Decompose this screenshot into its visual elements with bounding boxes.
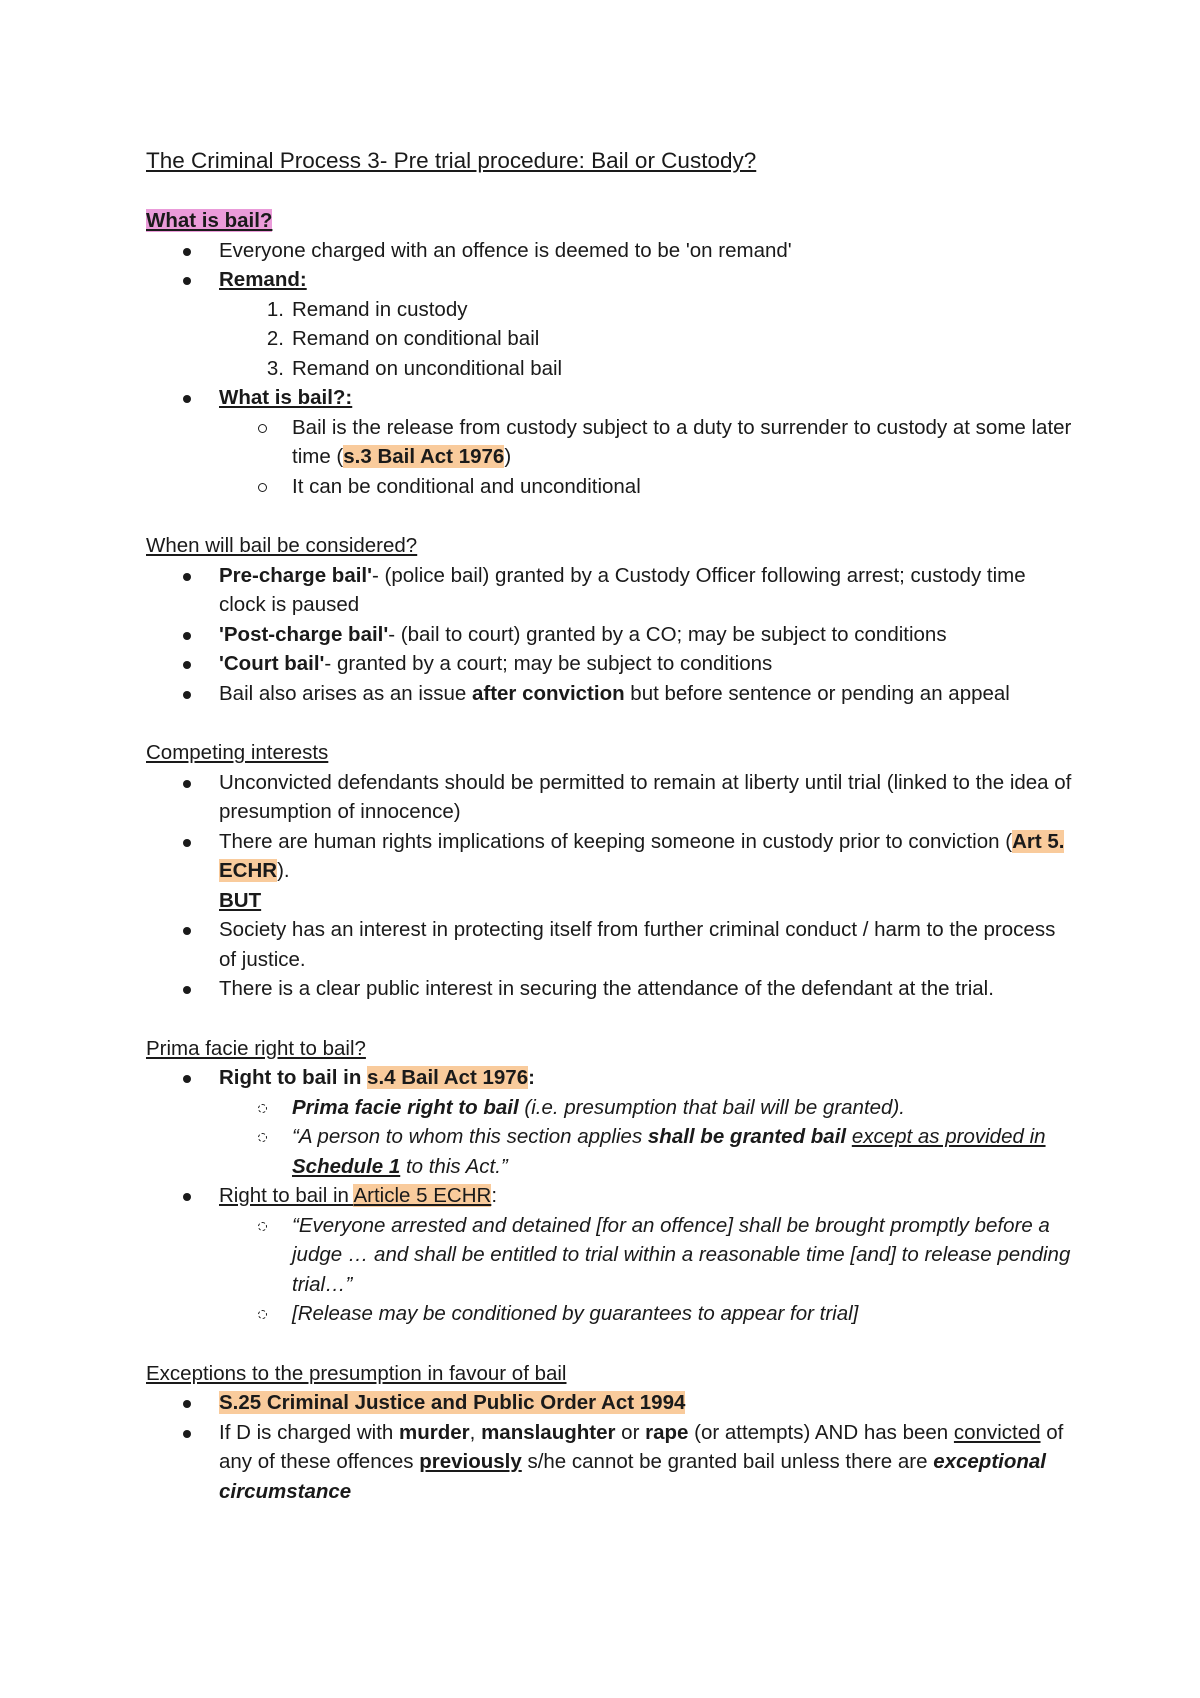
hollow-bullet-icon [258, 424, 267, 433]
list-item: There are human rights implications of keeping someone in custody prior to conviction (Art 5. ECHR). [146, 827, 1076, 886]
but-label: BUT [219, 888, 262, 912]
dashed-bullet-icon [258, 1104, 267, 1113]
list-item: Unconvicted defendants should be permitted to remain at liberty until trial (linked to the idea of presumption of innocence) [146, 768, 1076, 827]
bullet-icon [183, 986, 191, 994]
list-item: If D is charged with murder, manslaughter or rape (or attempts) AND has been convicted of any of these offences previously s/he cannot be granted bail unless there are exceptional circumstance [146, 1418, 1076, 1507]
bullet-icon [183, 691, 191, 699]
list-item: What is bail?: [146, 383, 1076, 413]
list-item: 'Post-charge bail'- (bail to court) granted by a CO; may be subject to conditions [146, 620, 1076, 650]
bullet-icon [183, 839, 191, 847]
list-item: Remand: [146, 265, 1076, 295]
bullet-icon [183, 780, 191, 788]
list-item: “A person to whom this section applies shall be granted bail except as provided in Schedule 1 to this Act.” [146, 1122, 1076, 1181]
bullet-list [146, 1388, 1076, 1506]
list-item: S.25 Criminal Justice and Public Order Act 1994 [146, 1388, 1076, 1418]
list-item: Bail also arises as an issue after conviction but before sentence or pending an appeal [146, 679, 1076, 709]
bullet-icon [183, 632, 191, 640]
bullet-list [146, 383, 1076, 501]
bullet-list [146, 561, 1076, 709]
bullet-icon [183, 395, 191, 403]
section-heading-exceptions: Exceptions to the presumption in favour of bail [146, 1361, 567, 1385]
bullet-list [146, 236, 1076, 295]
bullet-icon [183, 1193, 191, 1201]
list-item: Right to bail in s.4 Bail Act 1976: [146, 1063, 1076, 1093]
list-item: Pre-charge bail'- (police bail) granted by a Custody Officer following arrest; custody time clock is paused [146, 561, 1076, 620]
list-item: There is a clear public interest in securing the attendance of the defendant at the trial. [146, 974, 1076, 1004]
list-item: 1. Remand in custody [266, 297, 468, 321]
bullet-icon [183, 927, 191, 935]
list-item: It can be conditional and unconditional [146, 472, 1076, 502]
bullet-icon [183, 573, 191, 581]
bullet-icon [183, 1400, 191, 1408]
list-item: “Everyone arrested and detained [for an offence] shall be brought promptly before a judge … and shall be entitled to trial within a reasonable time [and] to release pending trial…” [146, 1211, 1076, 1300]
list-item: Society has an interest in protecting itself from further criminal conduct / harm to the process of justice. [146, 915, 1076, 974]
hollow-bullet-icon [258, 483, 267, 492]
document-page [146, 146, 1076, 1506]
bullet-list [146, 1063, 1076, 1329]
section-heading-when-considered: When will bail be considered? [146, 534, 418, 557]
list-item: Everyone charged with an offence is deemed to be 'on remand' [146, 236, 1076, 266]
list-item: Bail is the release from custody subject to a duty to surrender to custody at some later time (s.3 Bail Act 1976) [146, 413, 1076, 472]
list-item: 2. Remand on conditional bail [266, 327, 540, 350]
list-item: 3. Remand on unconditional bail [266, 356, 563, 380]
section-heading-competing-interests: Competing interests [146, 741, 329, 764]
list-item: Right to bail in Article 5 ECHR: [146, 1181, 1076, 1211]
dashed-bullet-icon [258, 1310, 267, 1319]
list-item: [Release may be conditioned by guarantees to appear for trial] [146, 1299, 1076, 1329]
dashed-bullet-icon [258, 1133, 267, 1142]
bullet-icon [183, 277, 191, 285]
document-title: The Criminal Process 3- Pre trial procedure: Bail or Custody? [146, 148, 757, 173]
bullet-icon [183, 1430, 191, 1438]
list-item: 'Court bail'- granted by a court; may be subject to conditions [146, 649, 1076, 679]
bullet-list [146, 915, 1076, 1004]
heading-text: What is bail? [146, 209, 273, 232]
bullet-icon [183, 1075, 191, 1083]
dashed-bullet-icon [258, 1222, 267, 1231]
section-heading-prima-facie: Prima facie right to bail? [146, 1036, 366, 1060]
list-item: Prima facie right to bail (i.e. presumption that bail will be granted). [146, 1093, 1076, 1123]
bullet-icon [183, 661, 191, 669]
bullet-icon [183, 248, 191, 256]
numbered-list [146, 295, 1076, 384]
bullet-list [146, 768, 1076, 886]
section-heading-what-is-bail [146, 206, 1076, 236]
